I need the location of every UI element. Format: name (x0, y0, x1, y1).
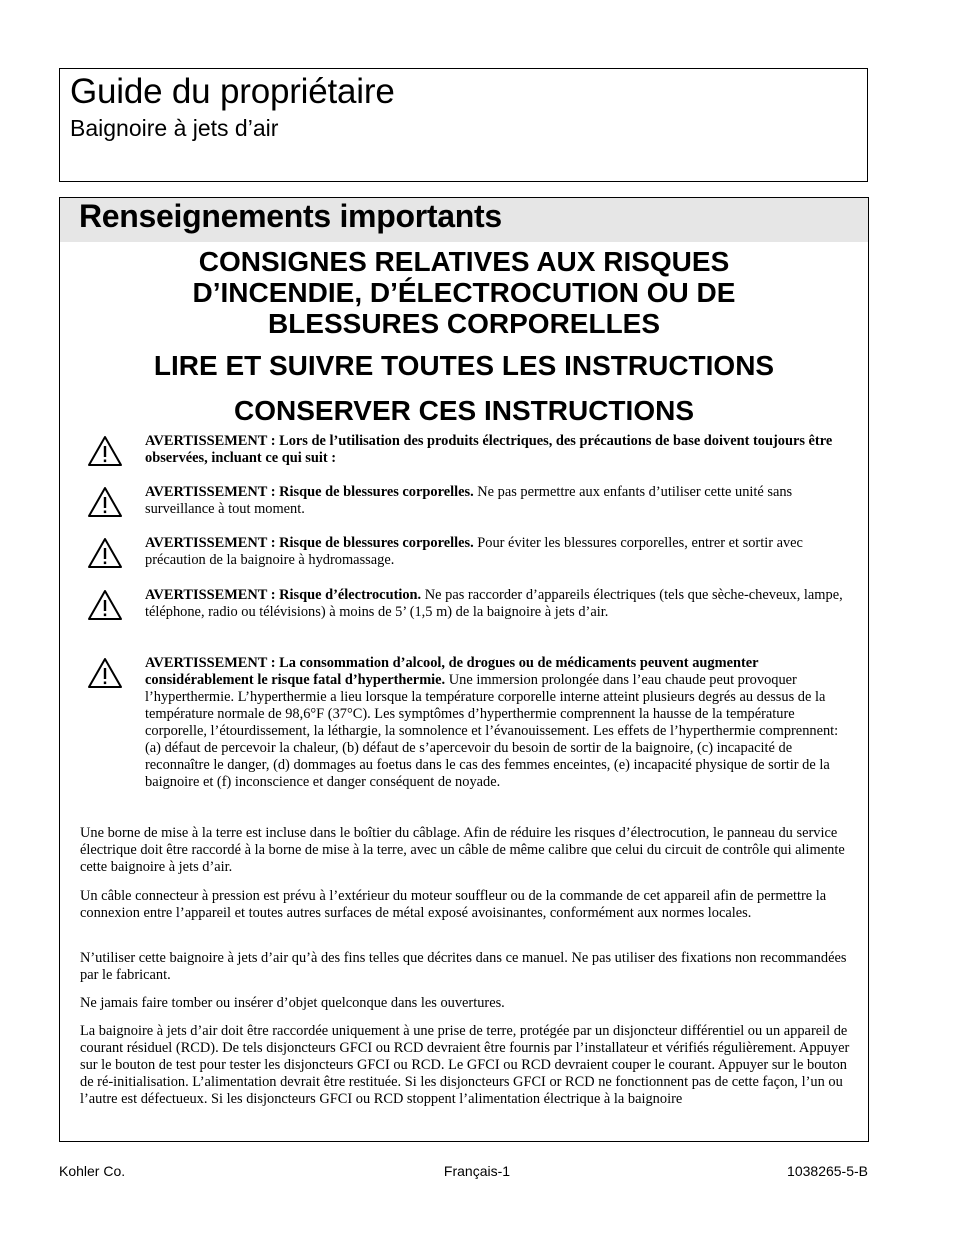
warning-label: AVERTISSEMENT : (145, 535, 280, 551)
save-instructions-heading: CONSERVER CES INSTRUCTIONS (234, 395, 694, 426)
warning-body: Ne pas raccorder d’appareils électriques (tels que sèche-cheveux, lampe, téléphone, radio ou télévisions) à moins de 5’ (1,5 m) de la baignoire à jets d’air. (145, 587, 843, 620)
warning-emphasis: Risque de blessures corporelles. (279, 535, 474, 551)
important-info-box (59, 197, 869, 1142)
safety-heading-line: D’INCENDIE, D’ÉLECTROCUTION OU DE (192, 277, 736, 308)
safety-heading-line: CONSIGNES RELATIVES AUX RISQUES (198, 246, 730, 277)
warning-body: Ne pas permettre aux enfants d’utiliser cette unité sans surveillance à tout moment. (145, 484, 793, 517)
warning-emphasis: Risque d’électrocution. (279, 587, 422, 603)
footer-doc-number: 1038265-5-B (787, 1163, 868, 1179)
body-paragraph: N’utiliser cette baignoire à jets d’air qu’à des fins telles que décrites dans ce manuel. Ne pas utiliser des fixations non recommandées par le fabricant. (80, 950, 847, 983)
page-title: Guide du propriétaire (70, 72, 395, 111)
safety-heading-line: BLESSURES CORPORELLES (267, 308, 661, 339)
warning-emphasis: Lors de l’utilisation des produits électriques, des précautions de base doivent toujours être observées, incluant ce qui suit : (145, 433, 833, 466)
warning-emphasis: La consommation d’alcool, de drogues ou de médicaments peuvent augmenter considérablement le risque fatal d’hyperthermie. (145, 655, 759, 688)
warning-text (145, 587, 852, 621)
warning-text (145, 535, 852, 569)
body-paragraph: Une borne de mise à la terre est incluse dans le boîtier du câblage. Afin de réduire les risques d’électrocution, le panneau du service électrique doit être raccordé à la borne de mise à la terre, avec un câble de même calibre que celui du circuit de contrôle qui alimente cette baignoire à jets d’air. (80, 825, 845, 875)
warning-triangle-icon (87, 435, 123, 467)
page-subtitle: Baignoire à jets d’air (70, 115, 279, 141)
header-box (59, 68, 868, 182)
footer-company: Kohler Co. (59, 1163, 126, 1179)
section-title: Renseignements importants (79, 198, 502, 234)
warning-emphasis: Risque de blessures corporelles. (279, 484, 474, 500)
warning-body: Pour éviter les blessures corporelles, entrer et sortir avec précaution de la baignoire à hydromassage. (145, 535, 803, 568)
warning-triangle-icon (87, 486, 123, 518)
warning-label: AVERTISSEMENT : (145, 433, 280, 449)
warning-label: AVERTISSEMENT : (145, 587, 280, 603)
warning-label: AVERTISSEMENT : (145, 484, 280, 500)
warning-triangle-icon (87, 657, 123, 689)
read-follow-heading: LIRE ET SUIVRE TOUTES LES INSTRUCTIONS (153, 350, 775, 381)
warning-triangle-icon (87, 537, 123, 569)
warning-body: Une immersion prolongée dans l’eau chaude peut provoquer l’hyperthermie. L’hyperthermie a lieu lorsque la température corporelle interne atteint plusieurs degrés au dessus de la température normale de 98,6°F (37°C). Les symptômes d’hyperthermie comprennent la hausse de la température corporelle, l’étourdissement, la léthargie, la somnolence et l’évanouissement. Les effets de l’hyperthermie comprennent: (a) défaut de percevoir la chaleur, (b) défaut de s’apercevoir du besoin de sortir de la baignoire, (c) incapacité de reconnaître le danger, (d) dommages au foetus dans le cas des femmes enceintes, (e) incapacité physique de sortir de la baignoire et (f) inconscience et danger conséquent de noyade. (145, 672, 839, 790)
warning-triangle-icon (87, 589, 123, 621)
footer-page-number: Français-1 (443, 1163, 511, 1179)
body-paragraph: Ne jamais faire tomber ou insérer d’objet quelconque dans les ouvertures. (80, 995, 505, 1011)
body-paragraph: La baignoire à jets d’air doit être raccordée uniquement à une prise de terre, protégée par un disjoncteur différentiel ou un appareil de courant résiduel (RCD). De tels disjoncteurs GFCI ou RCD devraient être fournis par l’installateur et vérifiés régulièrement. Appuyer sur le bouton de test pour tester les disjoncteurs GFCI ou RCD. Le GFCI ou RCD devraient couper le courant. Appuyer sur le bouton de ré-initialisation. L’alimentation devrait être restituée. Si les disjoncteurs GFCI or RCD ne fonctionnent pas de cette façon, l’un ou l’autre est défectueux. Si les disjoncteurs GFCI ou RCD stoppent l’alimentation électrique à la baignoire (80, 1023, 850, 1107)
warning-label: AVERTISSEMENT : (145, 655, 280, 671)
body-paragraph: Un câble connecteur à pression est prévu à l’extérieur du moteur souffleur ou de la commande de cet appareil afin de permettre la connexion entre l’appareil et toutes autres surfaces de métal exposé avoisinantes, conformément aux normes locales. (80, 888, 827, 921)
warning-text (145, 484, 852, 518)
warning-text (145, 655, 852, 791)
warning-text (145, 433, 852, 467)
safety-heading (60, 246, 868, 339)
